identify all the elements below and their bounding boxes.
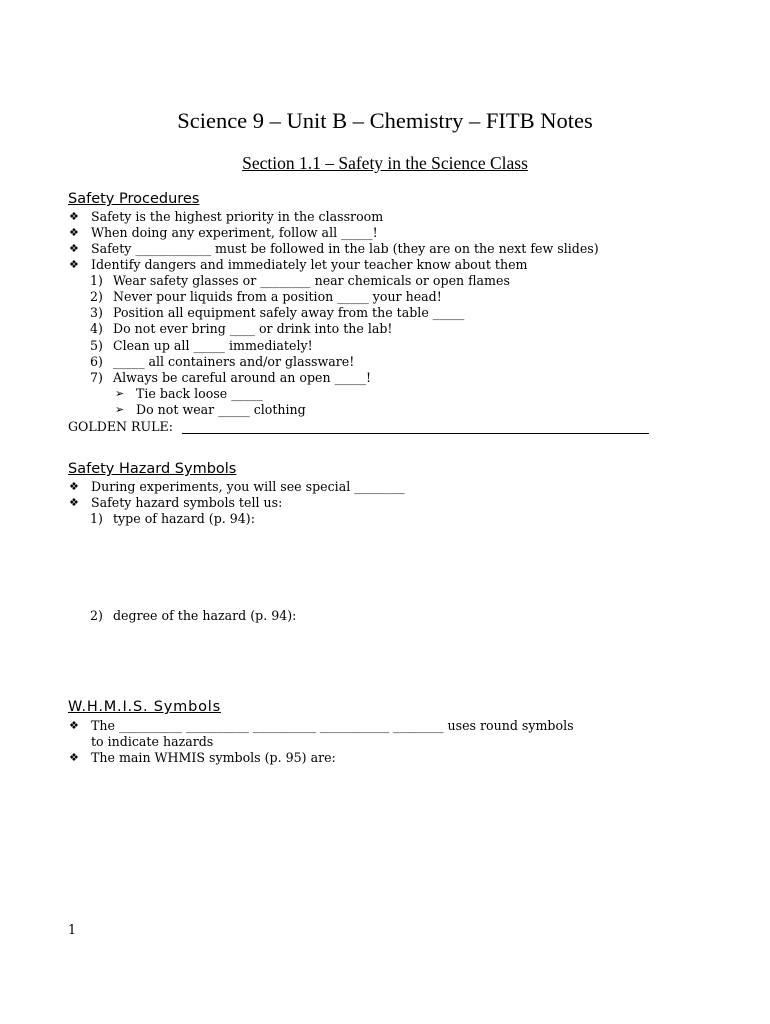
- list-number: 6): [90, 354, 103, 369]
- golden-rule-label: GOLDEN RULE:: [68, 419, 173, 434]
- list-item: Safety ____________ must be followed in the lab (they are on the next few slides): [91, 241, 599, 256]
- section-heading-safety-procedures: Safety Procedures: [68, 191, 200, 207]
- list-number: 1): [90, 273, 103, 288]
- numbered-item: Position all equipment safely away from the table _____: [113, 305, 465, 320]
- diamond-bullet-icon: ❖: [69, 719, 79, 732]
- numbered-item: type of hazard (p. 94):: [113, 511, 255, 526]
- numbered-item: Always be careful around an open _____!: [113, 370, 372, 385]
- numbered-item: Wear safety glasses or ________ near chemicals or open flames: [113, 273, 510, 288]
- list-number: 7): [90, 370, 103, 385]
- arrow-bullet-icon: ➢: [115, 403, 125, 416]
- numbered-item: _____ all containers and/or glassware!: [113, 354, 355, 369]
- diamond-bullet-icon: ❖: [69, 210, 79, 223]
- diamond-bullet-icon: ❖: [69, 258, 79, 271]
- section-heading-hazard-symbols: Safety Hazard Symbols: [68, 461, 237, 477]
- list-number: 4): [90, 321, 103, 336]
- list-item: The __________ __________ __________ ___________ ________ uses round symbols: [91, 718, 574, 733]
- list-item: During experiments, you will see special ________: [91, 479, 405, 494]
- numbered-item: Clean up all _____ immediately!: [113, 338, 313, 353]
- page-title: Science 9 – Unit B – Chemistry – FITB Notes: [177, 108, 593, 133]
- list-number: 3): [90, 305, 103, 320]
- diamond-bullet-icon: ❖: [69, 226, 79, 239]
- list-number: 2): [90, 608, 103, 623]
- diamond-bullet-icon: ❖: [69, 751, 79, 764]
- numbered-item: Never pour liquids from a position _____ your head!: [113, 289, 442, 304]
- list-item: Safety is the highest priority in the classroom: [91, 209, 384, 224]
- list-number: 5): [90, 338, 103, 353]
- numbered-item: degree of the hazard (p. 94):: [113, 608, 297, 623]
- diamond-bullet-icon: ❖: [69, 242, 79, 255]
- section-heading-whmis: W.H.M.I.S. Symbols: [68, 699, 221, 715]
- list-number: 1): [90, 511, 103, 526]
- diamond-bullet-icon: ❖: [69, 480, 79, 493]
- golden-rule-blank-line: [182, 433, 649, 434]
- numbered-item: Do not ever bring ____ or drink into the lab!: [113, 321, 393, 336]
- list-item: Identify dangers and immediately let your teacher know about them: [91, 257, 528, 272]
- list-item: The main WHMIS symbols (p. 95) are:: [91, 750, 336, 765]
- list-number: 2): [90, 289, 103, 304]
- page-number: 1: [68, 922, 77, 937]
- arrow-bullet-icon: ➢: [115, 387, 125, 400]
- list-item: When doing any experiment, follow all _____!: [91, 225, 378, 240]
- sub-list-item: Do not wear _____ clothing: [136, 402, 306, 417]
- page-subtitle: Section 1.1 – Safety in the Science Class: [242, 153, 528, 173]
- list-item: Safety hazard symbols tell us:: [91, 495, 283, 510]
- diamond-bullet-icon: ❖: [69, 496, 79, 509]
- list-item-continuation: to indicate hazards: [91, 734, 214, 749]
- sub-list-item: Tie back loose _____: [136, 386, 263, 401]
